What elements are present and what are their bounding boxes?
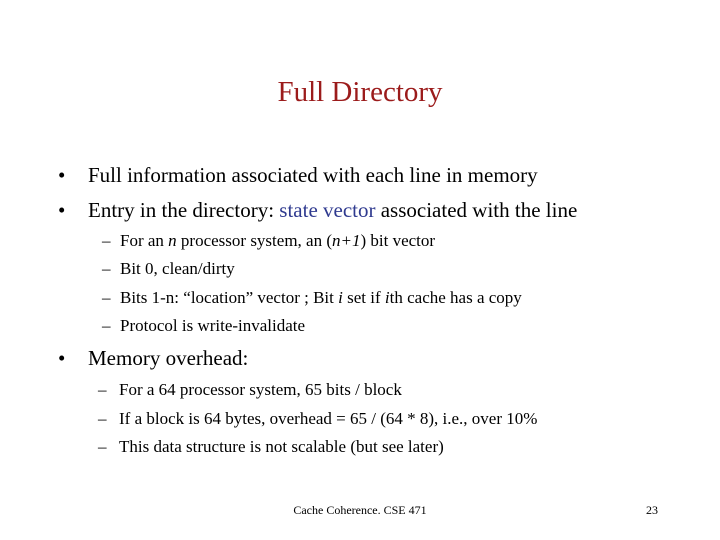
- variable-n-plus-1: n+1: [332, 231, 361, 250]
- text-part: set if: [342, 288, 385, 307]
- variable-n: n: [168, 231, 177, 250]
- bullet-marker: •: [58, 346, 66, 370]
- bullet-text-before: Entry in the directory:: [88, 198, 280, 222]
- variable-i: i: [384, 288, 390, 307]
- sub-item-65-bits: [98, 380, 402, 400]
- text-part: For an: [120, 231, 169, 250]
- sub-item-text: For a 64 processor system, 65 bits / block: [119, 380, 402, 399]
- text-part: th cache has a copy: [389, 288, 522, 307]
- page-title: Full Directory: [277, 76, 443, 108]
- text-part: ) bit vector: [360, 231, 436, 250]
- sub-item-text: Protocol is write-invalidate: [120, 316, 306, 335]
- bullet-directory-entry: [58, 198, 577, 223]
- dash-marker: –: [98, 437, 107, 456]
- sub-item-text: This data structure is not scalable (but see later): [119, 437, 444, 456]
- dash-marker: –: [102, 288, 111, 307]
- bullet-marker: •: [58, 163, 66, 187]
- bullet-marker: •: [58, 198, 66, 222]
- sub-item-text: If a block is 64 bytes, overhead = 65 / (64 * 8), i.e., over 10%: [119, 409, 538, 428]
- page-number: 23: [646, 503, 658, 517]
- variable-i: i: [338, 288, 343, 307]
- dash-marker: –: [102, 316, 111, 335]
- dash-marker: –: [98, 409, 107, 428]
- sub-item-not-scalable: [98, 437, 444, 457]
- bullet-full-information: [58, 163, 538, 188]
- sub-item-text: Bit 0, clean/dirty: [120, 259, 235, 278]
- dash-marker: –: [102, 259, 111, 278]
- bullet-memory-overhead: [58, 346, 248, 371]
- dash-marker: –: [98, 380, 107, 399]
- bullet-text: Memory overhead:: [88, 346, 249, 370]
- text-part: processor system, an (: [176, 231, 332, 250]
- sub-item-protocol: [102, 316, 305, 336]
- bullet-text-after: associated with the line: [375, 198, 578, 222]
- dash-marker: –: [102, 231, 111, 250]
- sub-item-bit-vector: [102, 231, 435, 251]
- bullet-text: Full information associated with each line in memory: [88, 163, 538, 187]
- footer-course-label: Cache Coherence. CSE 471: [293, 503, 427, 517]
- sub-item-overhead-calc: [98, 409, 537, 429]
- text-part: Bits 1-n: “location” vector ; Bit: [120, 288, 339, 307]
- state-vector-highlight: state vector: [279, 198, 376, 222]
- sub-item-location-vector: [102, 288, 522, 308]
- sub-item-bit-0: [102, 259, 235, 279]
